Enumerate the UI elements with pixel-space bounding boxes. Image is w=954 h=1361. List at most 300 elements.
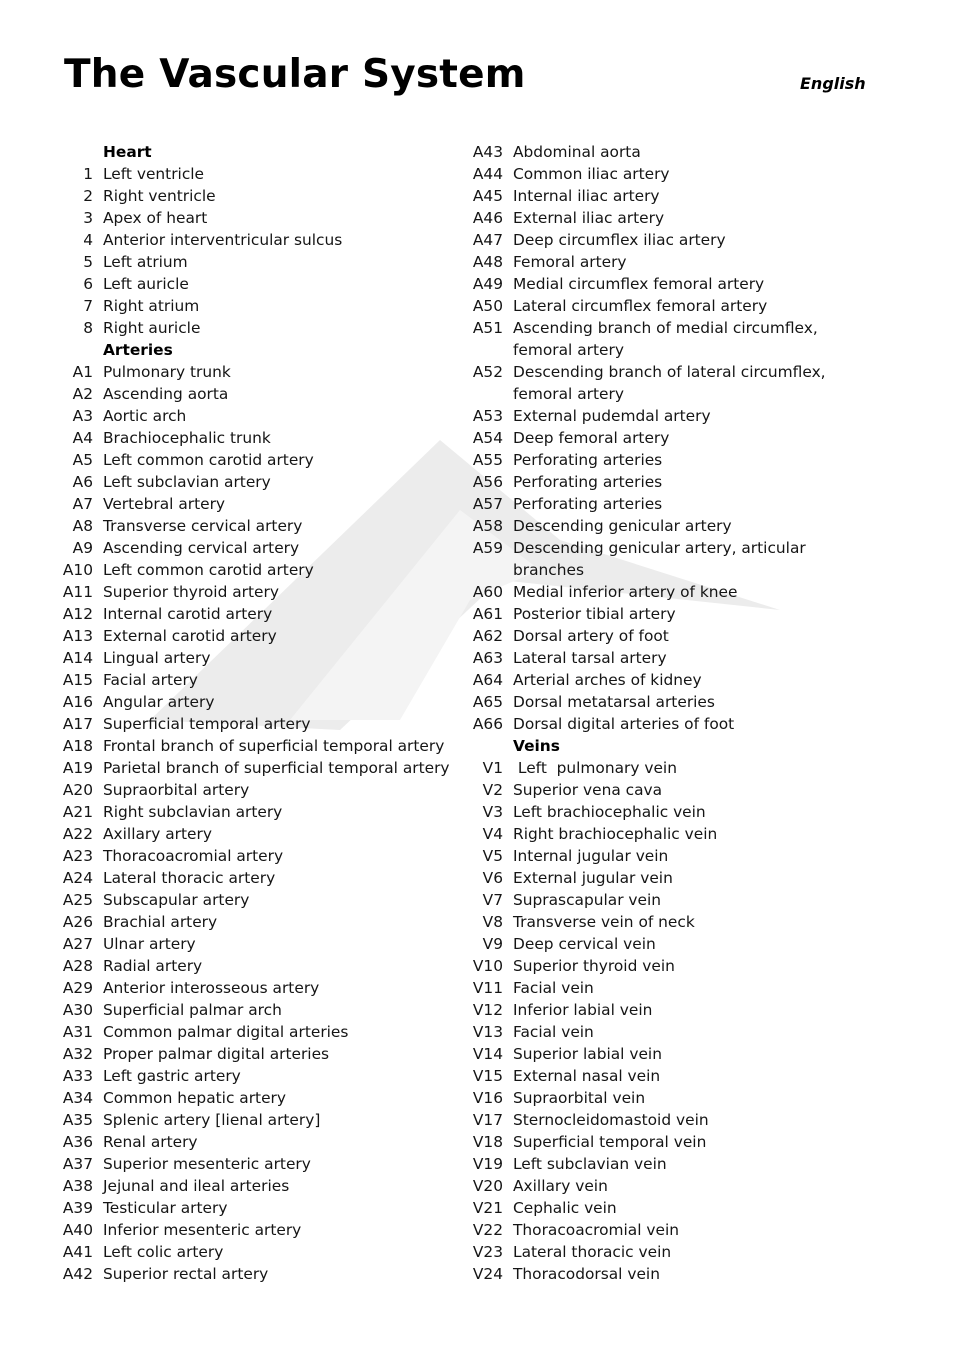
item-number: A61 xyxy=(472,605,503,623)
list-item xyxy=(470,273,890,295)
item-number: A22 xyxy=(62,825,93,843)
list-item xyxy=(60,889,460,911)
list-item xyxy=(470,449,890,471)
item-number: A24 xyxy=(62,869,93,887)
item-label: Medial inferior artery of knee xyxy=(513,583,738,601)
item-label: Axillary artery xyxy=(103,825,212,843)
item-number: 7 xyxy=(83,297,93,315)
item-number: A19 xyxy=(62,759,93,777)
item-number: A14 xyxy=(62,649,93,667)
list-item xyxy=(60,185,460,207)
item-label: Posterior tibial artery xyxy=(513,605,676,623)
list-item xyxy=(60,691,460,713)
item-number: A37 xyxy=(62,1155,93,1173)
item-label: Common hepatic artery xyxy=(103,1089,286,1107)
list-item xyxy=(470,625,890,647)
list-item xyxy=(470,1087,890,1109)
list-item xyxy=(60,1043,460,1065)
item-number: A57 xyxy=(472,495,503,513)
language-label: English xyxy=(800,74,866,93)
item-label: Left auricle xyxy=(103,275,189,293)
item-number: A35 xyxy=(62,1111,93,1129)
list-item xyxy=(60,625,460,647)
list-item xyxy=(60,1175,460,1197)
item-number: A13 xyxy=(62,627,93,645)
item-number: V23 xyxy=(472,1243,503,1261)
list-item xyxy=(470,801,890,823)
list-item xyxy=(60,911,460,933)
list-item xyxy=(60,669,460,691)
item-label: Proper palmar digital arteries xyxy=(103,1045,330,1063)
item-number: A44 xyxy=(472,165,503,183)
list-item xyxy=(60,1197,460,1219)
list-item xyxy=(470,757,890,779)
item-label: Inferior mesenteric artery xyxy=(103,1221,302,1239)
item-number: V9 xyxy=(482,935,503,953)
item-label: Deep femoral artery xyxy=(513,429,670,447)
list-item xyxy=(60,603,460,625)
item-label: Thoracoacromial vein xyxy=(513,1221,679,1239)
item-number: A4 xyxy=(72,429,93,447)
list-item xyxy=(470,691,890,713)
item-number: V20 xyxy=(472,1177,503,1195)
item-number: A65 xyxy=(472,693,503,711)
item-label: Left subclavian artery xyxy=(103,473,271,491)
list-item xyxy=(470,1219,890,1241)
item-number: V4 xyxy=(482,825,503,843)
list-item xyxy=(60,207,460,229)
item-number: A64 xyxy=(472,671,503,689)
item-label: Left subclavian vein xyxy=(513,1155,667,1173)
list-item xyxy=(470,933,890,955)
list-item xyxy=(470,559,890,581)
list-item xyxy=(60,559,460,581)
item-number: V3 xyxy=(482,803,503,821)
item-label: Descending branch of lateral circumflex, xyxy=(513,363,826,381)
item-label: Perforating arteries xyxy=(513,473,663,491)
item-number: A6 xyxy=(72,473,93,491)
item-number: A9 xyxy=(72,539,93,557)
page-title: The Vascular System xyxy=(64,52,526,97)
list-item xyxy=(470,229,890,251)
item-label: Brachiocephalic trunk xyxy=(103,429,271,447)
item-label: Anterior interosseous artery xyxy=(103,979,320,997)
list-item xyxy=(470,1153,890,1175)
list-item xyxy=(60,801,460,823)
item-label: Left atrium xyxy=(103,253,188,271)
item-label: Jejunal and ileal arteries xyxy=(103,1177,290,1195)
list-item xyxy=(60,933,460,955)
item-label: Dorsal metatarsal arteries xyxy=(513,693,715,711)
item-label: Internal iliac artery xyxy=(513,187,660,205)
item-number: A45 xyxy=(472,187,503,205)
item-label: Inferior labial vein xyxy=(513,1001,653,1019)
item-number: V17 xyxy=(472,1111,503,1129)
item-number: 6 xyxy=(83,275,93,293)
item-label: Testicular artery xyxy=(103,1199,228,1217)
item-label: Pulmonary trunk xyxy=(103,363,231,381)
item-number: 3 xyxy=(83,209,93,227)
item-label: Descending genicular artery xyxy=(513,517,732,535)
item-number: A41 xyxy=(62,1243,93,1261)
list-item xyxy=(60,295,460,317)
item-number: A56 xyxy=(472,473,503,491)
item-label: Left common carotid artery xyxy=(103,561,314,579)
item-label: Right atrium xyxy=(103,297,200,315)
item-number: 2 xyxy=(83,187,93,205)
list-item xyxy=(470,427,890,449)
item-label: Common iliac artery xyxy=(513,165,670,183)
item-label: Facial vein xyxy=(513,1023,594,1041)
list-item xyxy=(60,977,460,999)
item-number: A50 xyxy=(472,297,503,315)
item-number: A34 xyxy=(62,1089,93,1107)
list-item xyxy=(60,999,460,1021)
list-item xyxy=(60,647,460,669)
item-label: Facial vein xyxy=(513,979,594,997)
item-label: Ascending cervical artery xyxy=(103,539,300,557)
item-label: Splenic artery [lienal artery] xyxy=(103,1111,321,1129)
item-label: Arteries xyxy=(103,341,173,359)
list-item xyxy=(470,669,890,691)
list-item xyxy=(470,383,890,405)
item-number: A5 xyxy=(72,451,93,469)
item-number: A30 xyxy=(62,1001,93,1019)
list-item xyxy=(60,955,460,977)
list-item xyxy=(60,163,460,185)
list-item xyxy=(470,515,890,537)
list-item xyxy=(60,757,460,779)
list-item xyxy=(470,295,890,317)
item-label: Thoracoacromial artery xyxy=(103,847,284,865)
list-item xyxy=(60,229,460,251)
item-label: Right auricle xyxy=(103,319,201,337)
item-number: A25 xyxy=(62,891,93,909)
list-item xyxy=(60,493,460,515)
list-item xyxy=(60,471,460,493)
item-number: A62 xyxy=(472,627,503,645)
item-number: A42 xyxy=(62,1265,93,1283)
item-label: Brachial artery xyxy=(103,913,218,931)
item-label: External jugular vein xyxy=(513,869,673,887)
item-number: A40 xyxy=(62,1221,93,1239)
list-item xyxy=(60,713,460,735)
item-label: Anterior interventricular sulcus xyxy=(103,231,343,249)
item-label: Lateral thoracic vein xyxy=(513,1243,672,1261)
item-label: Renal artery xyxy=(103,1133,198,1151)
list-item xyxy=(470,317,890,339)
item-label: femoral artery xyxy=(513,341,624,359)
item-number: V6 xyxy=(482,869,503,887)
list-item xyxy=(470,1043,890,1065)
item-label: Perforating arteries xyxy=(513,495,663,513)
list-item xyxy=(60,449,460,471)
list-item xyxy=(60,515,460,537)
list-item xyxy=(470,361,890,383)
item-label: Right ventricle xyxy=(103,187,216,205)
item-label: Ascending aorta xyxy=(103,385,229,403)
list-item xyxy=(60,405,460,427)
item-label: Ulnar artery xyxy=(103,935,196,953)
list-item xyxy=(60,735,460,757)
list-item xyxy=(470,1131,890,1153)
list-item xyxy=(470,1263,890,1285)
item-label: Radial artery xyxy=(103,957,203,975)
item-number: A26 xyxy=(62,913,93,931)
item-label: Subscapular artery xyxy=(103,891,250,909)
item-number: A18 xyxy=(62,737,93,755)
item-label: Femoral artery xyxy=(513,253,627,271)
item-label: Perforating arteries xyxy=(513,451,663,469)
list-item xyxy=(470,185,890,207)
item-number: A27 xyxy=(62,935,93,953)
item-number: A8 xyxy=(72,517,93,535)
item-label: Arterial arches of kidney xyxy=(513,671,702,689)
item-label: External iliac artery xyxy=(513,209,665,227)
list-item xyxy=(60,383,460,405)
item-number: A33 xyxy=(62,1067,93,1085)
item-label: Left brachiocephalic vein xyxy=(513,803,706,821)
item-number: A59 xyxy=(472,539,503,557)
list-item xyxy=(60,273,460,295)
item-number: 4 xyxy=(83,231,93,249)
item-label: Common palmar digital arteries xyxy=(103,1023,349,1041)
list-item xyxy=(470,163,890,185)
item-label: Lateral circumflex femoral artery xyxy=(513,297,768,315)
list-item xyxy=(60,1241,460,1263)
item-label: Descending genicular artery, articular xyxy=(513,539,806,557)
item-label: Internal carotid artery xyxy=(103,605,273,623)
item-number: A28 xyxy=(62,957,93,975)
item-number: A51 xyxy=(472,319,503,337)
item-label: Cephalic vein xyxy=(513,1199,617,1217)
item-number: A10 xyxy=(62,561,93,579)
list-item xyxy=(470,603,890,625)
list-item xyxy=(60,1109,460,1131)
item-number: A32 xyxy=(62,1045,93,1063)
item-label: Dorsal digital arteries of foot xyxy=(513,715,735,733)
item-number: V12 xyxy=(472,1001,503,1019)
item-label: Superior vena cava xyxy=(513,781,663,799)
item-label: Sternocleidomastoid vein xyxy=(513,1111,709,1129)
list-item xyxy=(470,1109,890,1131)
item-label: Superior thyroid vein xyxy=(513,957,675,975)
list-item xyxy=(470,1175,890,1197)
list-item xyxy=(60,867,460,889)
item-number: A49 xyxy=(472,275,503,293)
list-item xyxy=(60,581,460,603)
item-number: A39 xyxy=(62,1199,93,1217)
list-item xyxy=(470,999,890,1021)
list-item xyxy=(60,823,460,845)
item-label: Medial circumflex femoral artery xyxy=(513,275,765,293)
item-label: Deep circumflex iliac artery xyxy=(513,231,726,249)
item-number: A11 xyxy=(62,583,93,601)
item-label: Suprascapular vein xyxy=(513,891,662,909)
item-number: 1 xyxy=(83,165,93,183)
item-label: Transverse vein of neck xyxy=(513,913,695,931)
list-item xyxy=(60,845,460,867)
item-number: 8 xyxy=(83,319,93,337)
item-number: V15 xyxy=(472,1067,503,1085)
list-item xyxy=(470,779,890,801)
list-item xyxy=(60,779,460,801)
item-label: Superficial palmar arch xyxy=(103,1001,282,1019)
item-label: Abdominal aorta xyxy=(513,143,641,161)
item-number: A29 xyxy=(62,979,93,997)
item-number: A36 xyxy=(62,1133,93,1151)
list-item xyxy=(470,405,890,427)
item-label: Deep cervical vein xyxy=(513,935,656,953)
list-item xyxy=(60,427,460,449)
list-item xyxy=(60,361,460,383)
item-number: A47 xyxy=(472,231,503,249)
list-item xyxy=(60,1219,460,1241)
list-item xyxy=(60,1065,460,1087)
list-item xyxy=(60,251,460,273)
item-label: Supraorbital artery xyxy=(103,781,250,799)
item-label: Axillary vein xyxy=(513,1177,608,1195)
item-number: A16 xyxy=(62,693,93,711)
item-number: V14 xyxy=(472,1045,503,1063)
list-item xyxy=(60,1153,460,1175)
item-number: 5 xyxy=(83,253,93,271)
item-number: A7 xyxy=(72,495,93,513)
item-number: V2 xyxy=(482,781,503,799)
item-label: branches xyxy=(513,561,584,579)
item-number: A55 xyxy=(472,451,503,469)
item-label: Right brachiocephalic vein xyxy=(513,825,718,843)
list-item xyxy=(470,1065,890,1087)
item-label: Aortic arch xyxy=(103,407,187,425)
item-label: Transverse cervical artery xyxy=(103,517,303,535)
list-item xyxy=(60,1087,460,1109)
item-label: Parietal branch of superficial temporal artery xyxy=(103,759,450,777)
item-number: A17 xyxy=(62,715,93,733)
item-number: A12 xyxy=(62,605,93,623)
item-label: Superior labial vein xyxy=(513,1045,662,1063)
list-item xyxy=(470,141,890,163)
item-number: V7 xyxy=(482,891,503,909)
section-heading xyxy=(60,141,460,163)
list-item xyxy=(470,845,890,867)
list-item xyxy=(470,471,890,493)
item-label: Left pulmonary vein xyxy=(513,759,677,777)
section-heading xyxy=(60,339,460,361)
list-item xyxy=(470,251,890,273)
item-number: V21 xyxy=(472,1199,503,1217)
list-item xyxy=(60,317,460,339)
item-number: V18 xyxy=(472,1133,503,1151)
item-number: A15 xyxy=(62,671,93,689)
item-label: Internal jugular vein xyxy=(513,847,669,865)
list-item xyxy=(470,977,890,999)
list-item xyxy=(60,537,460,559)
item-number: A38 xyxy=(62,1177,93,1195)
item-number: A3 xyxy=(72,407,93,425)
item-label: Frontal branch of superficial temporal artery xyxy=(103,737,445,755)
item-label: Lateral thoracic artery xyxy=(103,869,276,887)
item-label: Superior mesenteric artery xyxy=(103,1155,311,1173)
item-label: Superficial temporal vein xyxy=(513,1133,707,1151)
item-label: Superior rectal artery xyxy=(103,1265,269,1283)
item-label: Superficial temporal artery xyxy=(103,715,311,733)
item-label: Heart xyxy=(103,143,152,161)
item-label: Superior thyroid artery xyxy=(103,583,279,601)
list-item xyxy=(470,1197,890,1219)
item-label: Angular artery xyxy=(103,693,215,711)
list-item xyxy=(60,1021,460,1043)
list-item xyxy=(470,867,890,889)
item-label: Thoracodorsal vein xyxy=(513,1265,660,1283)
item-label: External pudemdal artery xyxy=(513,407,711,425)
item-number: A20 xyxy=(62,781,93,799)
item-number: A52 xyxy=(472,363,503,381)
item-label: Left common carotid artery xyxy=(103,451,314,469)
item-label: Veins xyxy=(513,737,560,755)
list-item xyxy=(470,1021,890,1043)
item-label: Supraorbital vein xyxy=(513,1089,646,1107)
list-item xyxy=(470,493,890,515)
item-label: Facial artery xyxy=(103,671,198,689)
list-item xyxy=(470,537,890,559)
list-item xyxy=(60,1263,460,1285)
item-label: Left gastric artery xyxy=(103,1067,241,1085)
item-number: V10 xyxy=(472,957,503,975)
item-number: V1 xyxy=(482,759,503,777)
item-label: Right subclavian artery xyxy=(103,803,283,821)
section-heading xyxy=(470,735,890,757)
list-item xyxy=(60,1131,460,1153)
item-label: External nasal vein xyxy=(513,1067,661,1085)
item-number: A2 xyxy=(72,385,93,403)
list-item xyxy=(470,955,890,977)
item-number: V24 xyxy=(472,1265,503,1283)
item-number: V5 xyxy=(482,847,503,865)
item-number: A48 xyxy=(472,253,503,271)
item-number: A58 xyxy=(472,517,503,535)
list-item xyxy=(470,339,890,361)
item-number: A53 xyxy=(472,407,503,425)
item-number: V22 xyxy=(472,1221,503,1239)
list-item xyxy=(470,207,890,229)
item-label: External carotid artery xyxy=(103,627,277,645)
item-label: femoral artery xyxy=(513,385,624,403)
item-number: A31 xyxy=(62,1023,93,1041)
item-number: A46 xyxy=(472,209,503,227)
list-item xyxy=(470,823,890,845)
item-number: A66 xyxy=(472,715,503,733)
item-number: A43 xyxy=(472,143,503,161)
item-label: Ascending branch of medial circumflex, xyxy=(513,319,818,337)
item-number: A23 xyxy=(62,847,93,865)
right-column-list xyxy=(470,141,890,1285)
list-item xyxy=(470,581,890,603)
left-column-list xyxy=(60,141,460,1285)
list-item xyxy=(470,889,890,911)
item-label: Dorsal artery of foot xyxy=(513,627,669,645)
item-number: V11 xyxy=(472,979,503,997)
item-number: A54 xyxy=(472,429,503,447)
item-number: V13 xyxy=(472,1023,503,1041)
item-label: Left colic artery xyxy=(103,1243,224,1261)
list-item xyxy=(470,1241,890,1263)
item-number: A21 xyxy=(62,803,93,821)
item-label: Left ventricle xyxy=(103,165,205,183)
item-number: V19 xyxy=(472,1155,503,1173)
item-number: A60 xyxy=(472,583,503,601)
item-label: Vertebral artery xyxy=(103,495,226,513)
